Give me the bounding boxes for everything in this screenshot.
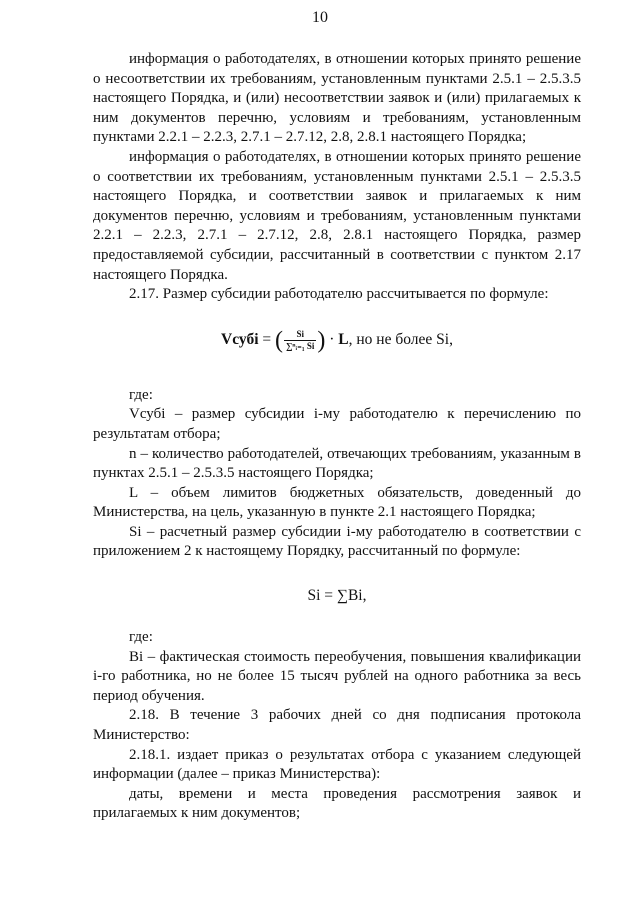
- paragraph: Si – расчетный размер субсидии i-му работодателю в соответствии с приложением 2 к настоящему Порядку, рассчитанный по формуле:: [93, 523, 581, 560]
- paragraph: где:: [129, 386, 153, 403]
- paragraph: даты, времени и места проведения рассмотрения заявок и прилагаемых к ним документов;: [93, 785, 581, 822]
- fraction-numerator: Si: [284, 329, 316, 341]
- formula-open-paren: (: [275, 327, 284, 354]
- formula-tail: , но не более Si,: [348, 330, 453, 348]
- subsidy-formula: [93, 329, 581, 352]
- si-formula: Si = ∑Bi,: [307, 587, 367, 605]
- paragraph: информация о работодателях, в отношении которых принято решение о несоответствии их требованиям, установленным пунктами 2.5.1 – 2.5.3.5 настоящего Порядка, и (или) несоответствии заявок и (или) прилагаемых к ним документов перечню, условиям и требованиям, установленным пунктами 2.2.1 – 2.2.3, 2.7.1 – 2.7.12, 2.8, 2.8.1 настоящего Порядка;: [93, 51, 581, 146]
- formula-times: ·: [329, 330, 335, 348]
- formula-equals: =: [262, 330, 272, 348]
- paragraph: где:: [129, 629, 153, 646]
- paragraph: n – количество работодателей, отвечающих требованиям, указанным в пунктах 2.5.1 – 2.5.3.5 настоящего Порядка;: [93, 445, 581, 482]
- paragraph: 2.17. Размер субсидии работодателю рассчитывается по формуле:: [129, 286, 549, 303]
- paragraph: Bi – фактическая стоимость переобучения, повышения квалификации i-го работника, но не более 15 тысяч рублей на одного работника за весь период обучения.: [93, 648, 581, 704]
- paragraph: Vсубi – размер субсидии i-му работодателю к перечислению по результатам отбора;: [93, 406, 581, 442]
- paragraph: 2.18.1. издает приказ о результатах отбора с указанием следующей информации (далее – приказ Министерства):: [93, 746, 581, 783]
- formula-multiplier: L: [338, 330, 349, 348]
- formula-close-paren: ): [317, 327, 326, 354]
- formula-lhs: Vсубi: [221, 330, 259, 348]
- page-number: 10: [312, 9, 328, 26]
- paragraph: 2.18. В течение 3 рабочих дней со дня подписания протокола Министерство:: [93, 707, 581, 744]
- formula-fraction: [284, 329, 316, 352]
- paragraph: информация о работодателях, в отношении которых принято решение о соответствии их требованиям, установленным пунктами 2.5.1 – 2.5.3.5 настоящего Порядка, и соответствии заявок и прилагаемых к ним документов перечню, условиям и требованиям, установленным пунктами 2.2.1 – 2.2.3, 2.7.1 – 2.7.12, 2.8, 2.8.1 настоящего Порядка, размер предоставляемой субсидии, рассчитанный в соответствии с пунктом 2.17 настоящего Порядка.: [93, 148, 581, 283]
- fraction-denominator: ∑ⁿᵢ₌₁ Si: [286, 340, 315, 351]
- document-body: [93, 50, 581, 824]
- paragraph: L – объем лимитов бюджетных обязательств, доведенный до Министерства, на цель, указанную в пункте 2.1 настоящего Порядка;: [93, 484, 581, 521]
